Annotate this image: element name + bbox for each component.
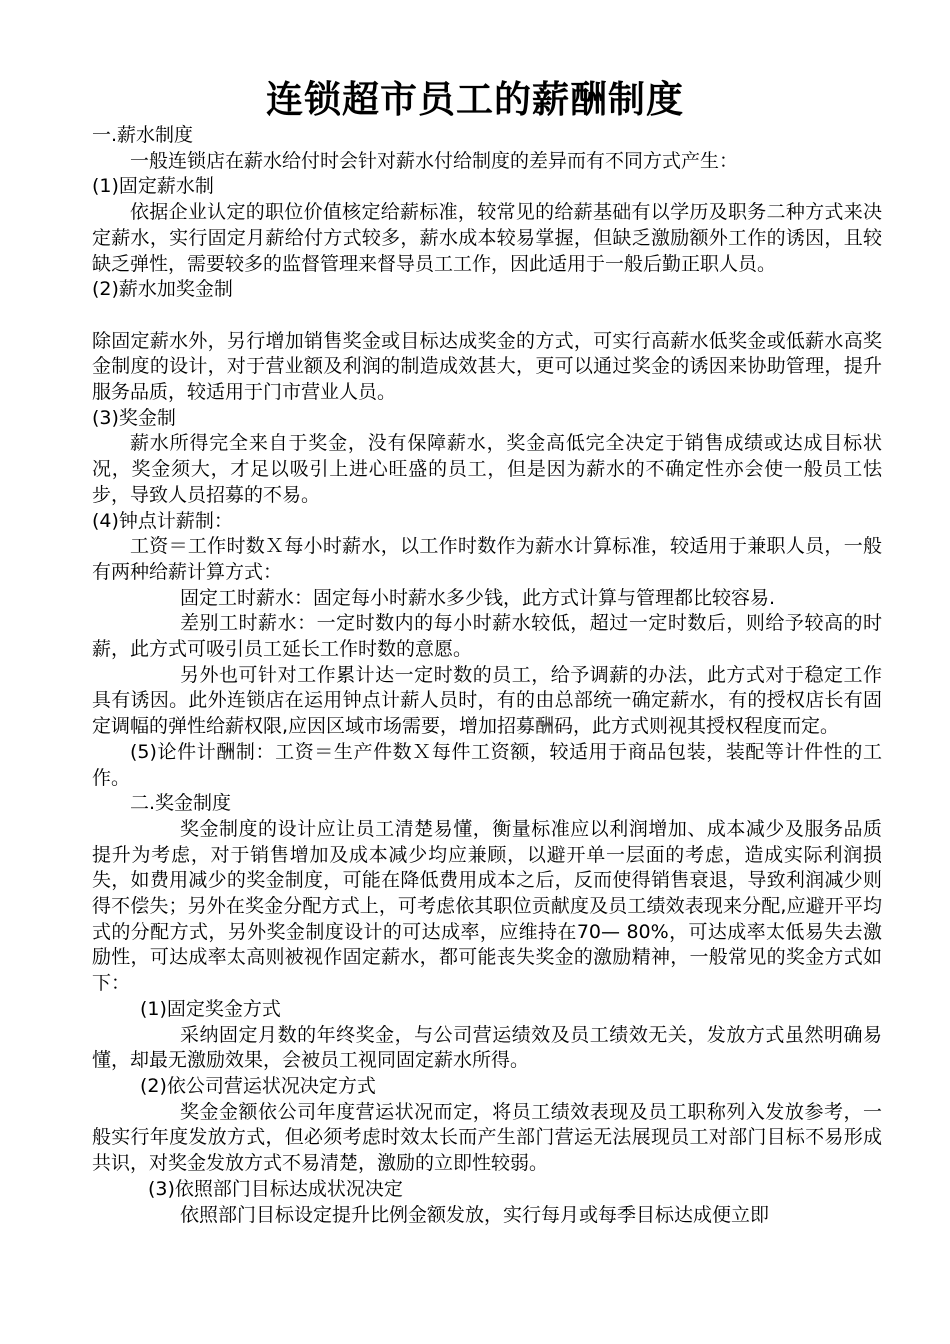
paragraph: 依据企业认定的职位价值核定给薪标准，较常见的给薪基础有以学历及职务二种方式来决定薪水，实行固定月薪给付方式较多，薪水成本较易掌握，但缺乏激励额外工作的诱因，且较缺乏弹性，需要较多的监督管理来督导员工工作，因此适用于一般后勤正职人员。 (92, 201, 882, 275)
paragraph: 采纳固定月数的年终奖金，与公司营运绩效及员工绩效无关，发放方式虽然明确易懂，却最无激励效果，会被员工视同固定薪水所得。 (92, 1023, 882, 1072)
paragraph: 薪水所得完全来自于奖金，没有保障薪水，奖金高低完全决定于销售成绩或达成目标状况，奖金须大，才足以吸引上进心旺盛的员工，但是因为薪水的不确定性亦会使一般员工怯步，导致人员招募的不易。 (92, 432, 882, 506)
paragraph: (5)论件计酬制：工资＝生产件数Ｘ每件工资额，较适用于商品包装，装配等计件性的工作。 (92, 740, 882, 789)
paragraph: 除固定薪水外，另行增加销售奖金或目标达成奖金的方式，可实行高薪水低奖金或低薪水高奖金制度的设计，对于营业额及利润的制造成效甚大，更可以通过奖金的诱因来协助管理，提升服务品质，较适用于门市营业人员。 (92, 329, 882, 404)
paragraph: 工资＝工作时数Ｘ每小时薪水，以工作时数作为薪水计算标准，较适用于兼职人员，一般有两种给薪计算方式： (92, 535, 882, 583)
subsection-heading: (2)依公司营运状况决定方式 (140, 1075, 376, 1097)
section-heading-salary: 一.薪水制度 (92, 124, 194, 146)
paragraph: 固定工时薪水：固定每小时薪水多少钱，此方式计算与管理都比较容易. (180, 586, 776, 609)
paragraph: 差别工时薪水：一定时数内的每小时薪水较低，超过一定时数后，则给予较高的时薪，此方式可吸引员工延长工作时数的意愿。 (92, 612, 882, 661)
blank-line (92, 303, 882, 329)
subsection-heading: (1)固定奖金方式 (140, 997, 281, 1020)
paragraph: 另外也可针对工作累计达一定时数的员工，给予调薪的办法，此方式对于稳定工作具有诱因。此外连锁店在运用钟点计薪人员时，有的由总部统一确定薪水，有的授权店长有固定调幅的弹性给薪权限,应因区域市场需要，增加招募酬码，此方式则视其授权程度而定。 (92, 663, 882, 738)
subsection-heading: (3)奖金制 (92, 406, 176, 429)
paragraph: 奖金金额依公司年度营运状况而定，将员工绩效表现及员工职称列入发放参考，一般实行年度发放方式，但必须考虑时效太长而产生部门营运无法展现员工对部门目标不易形成共识，对奖金发放方式不易清楚，激励的立即性较弱。 (92, 1100, 882, 1175)
subsection-heading: (1)固定薪水制 (92, 175, 214, 198)
subsection-heading: (2)薪水加奖金制 (92, 278, 233, 301)
paragraph: 一般连锁店在薪水给付时会针对薪水付给制度的差异而有不同方式产生： (130, 149, 739, 172)
page-title: 连锁超市员工的薪酬制度 (266, 78, 684, 121)
document-body (92, 123, 882, 1228)
section-heading-bonus: 二.奖金制度 (130, 792, 232, 815)
paragraph: 奖金制度的设计应让员工清楚易懂，衡量标准应以利润增加、成本减少及服务品质提升为考虑，对于销售增加及成本减少均应兼顾，以避开单一层面的考虑，造成实际利润损失，如费用减少的奖金制度，可能在降低费用成本之后，反而使得销售衰退，导致利润减少则得不偿失；另外在奖金分配方式上，可考虑依其职位贡献度及员工绩效表现来分配,应避开平均式的分配方式，另外奖金制度设计的可达成率，应维持在70— 80%，可达成率太低易失去激励性，可达成率太高则被视作固定薪水，都可能丧失奖金的激励精神，一般常见的奖金方式如下： (92, 817, 882, 995)
subsection-heading: (4)钟点计薪制： (92, 509, 233, 532)
subsection-heading: (3)依照部门目标达成状况决定 (148, 1177, 403, 1200)
paragraph: 依照部门目标设定提升比例金额发放，实行每月或每季目标达成便立即 (180, 1203, 770, 1226)
